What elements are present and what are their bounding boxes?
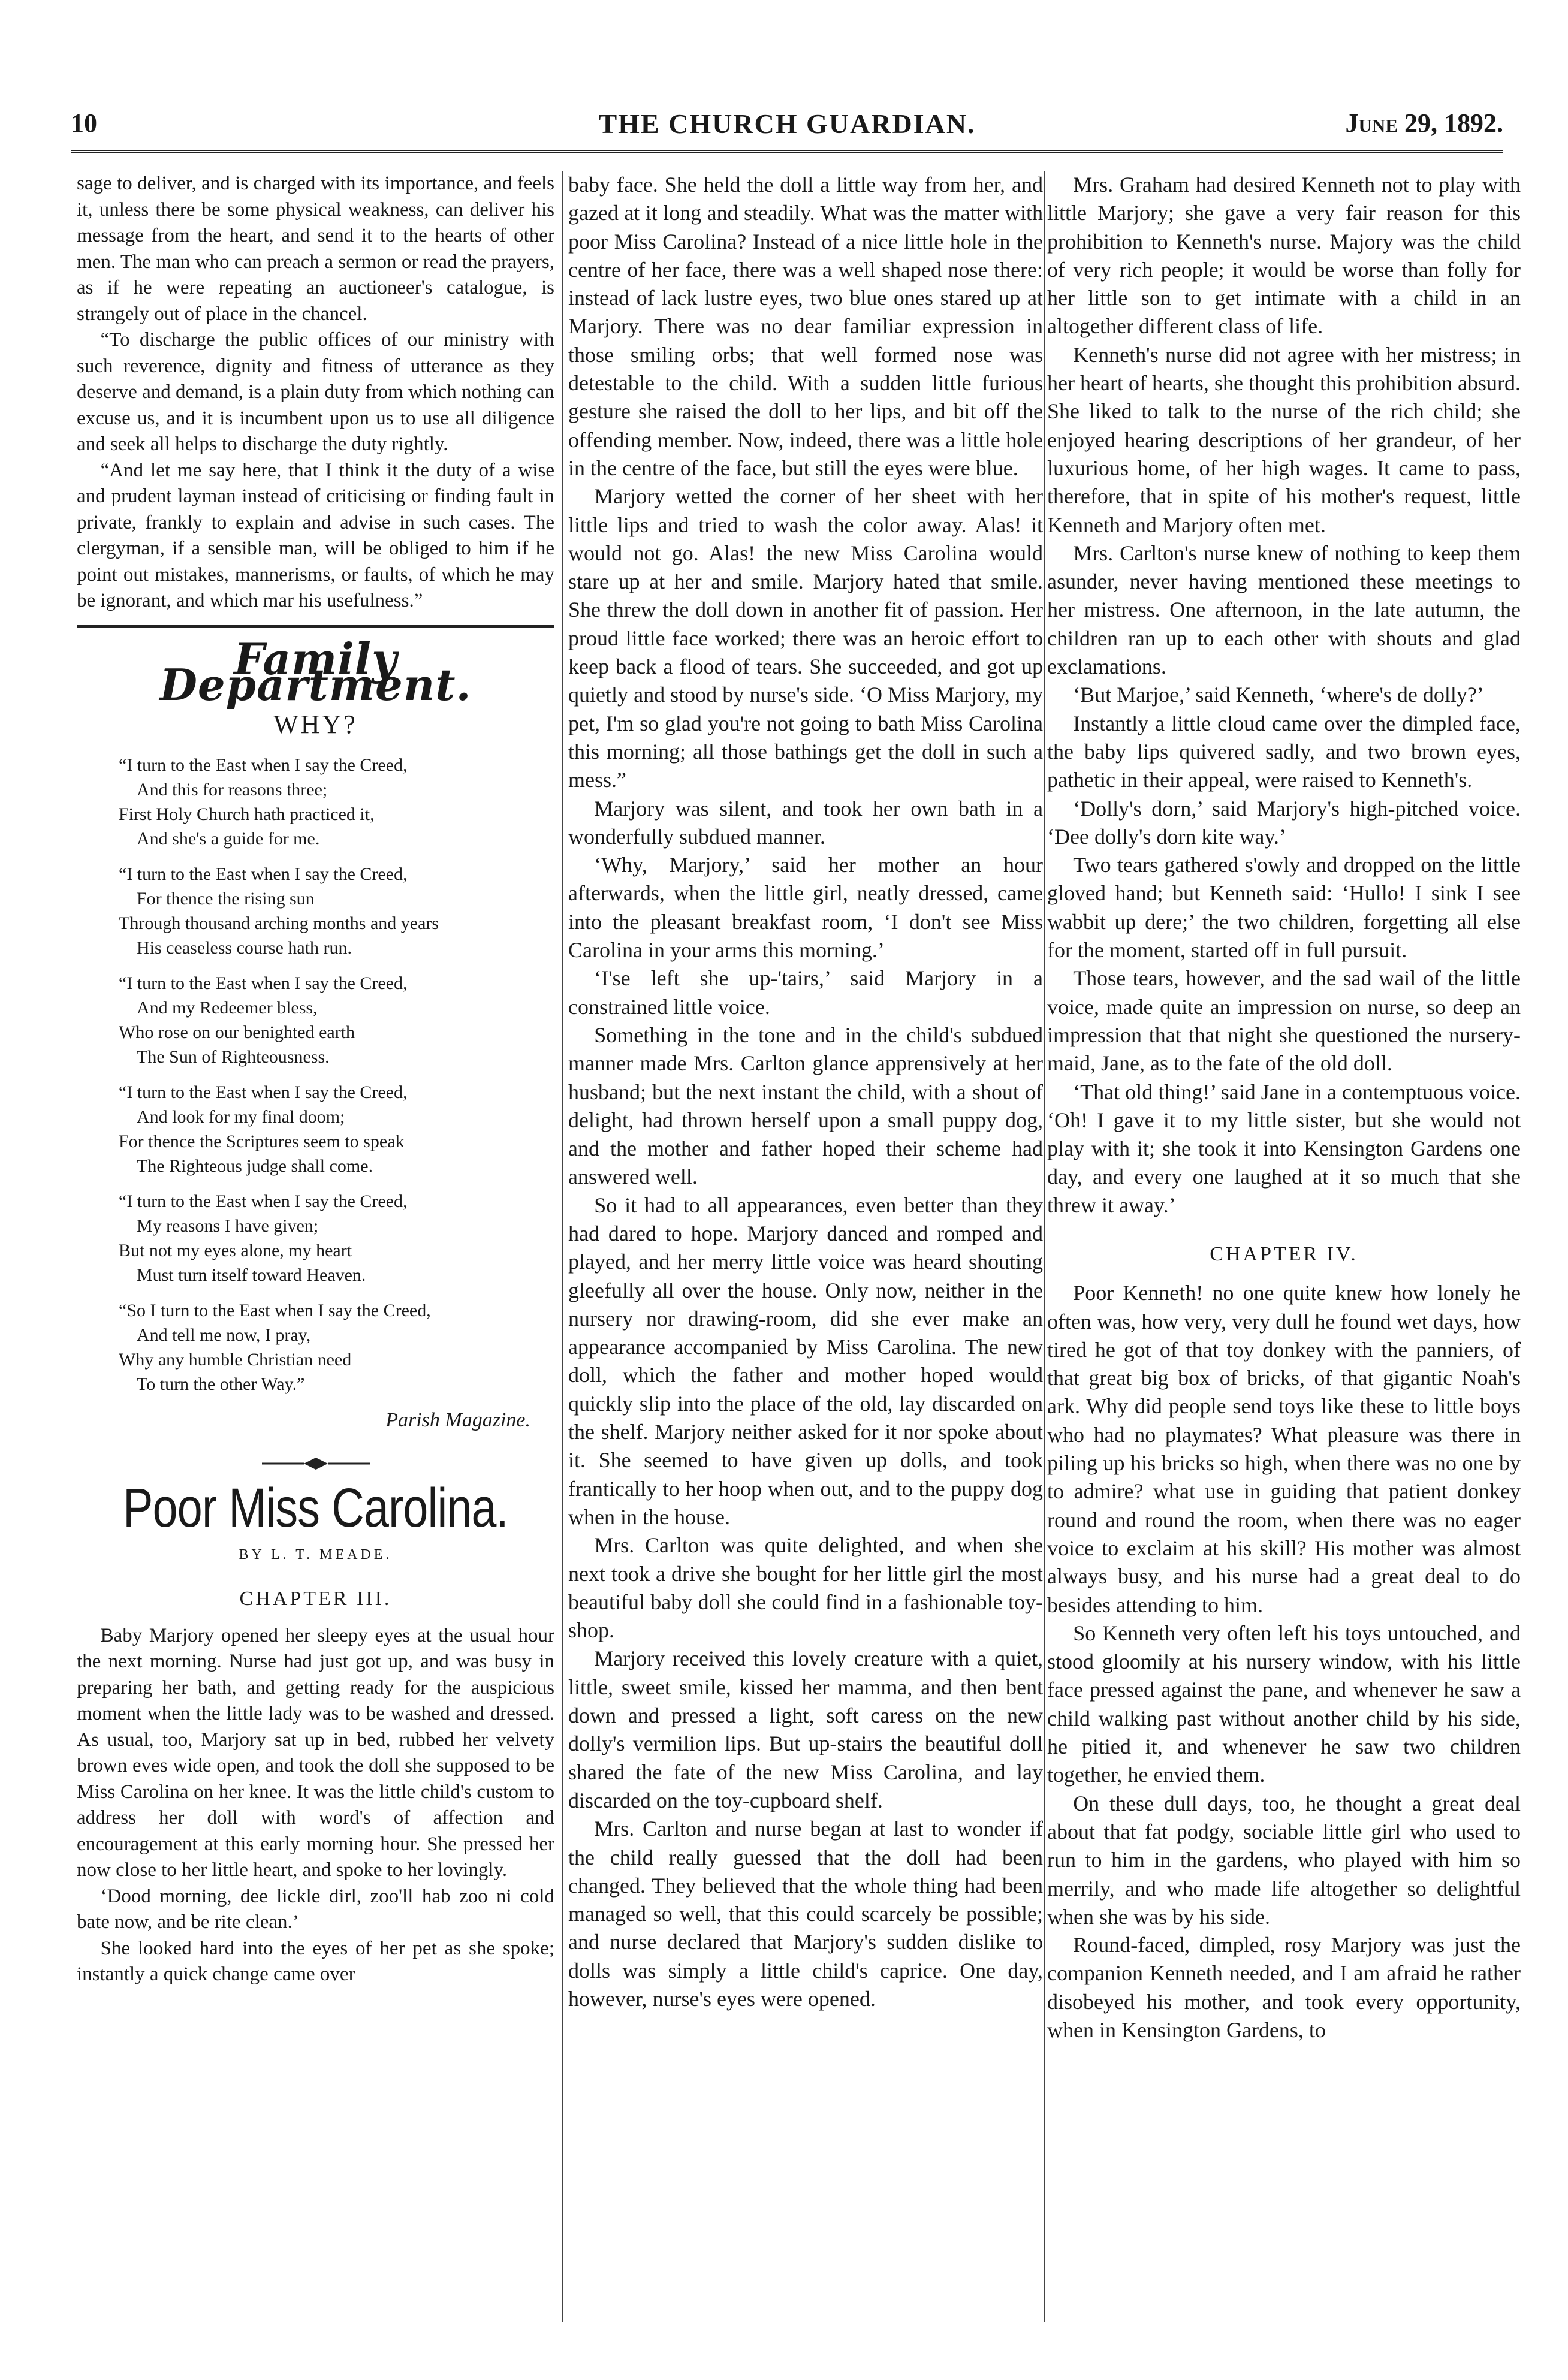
story-paragraph: Something in the tone and in the child's subdued manner made Mrs. Carlton glance apprensively at her husband; but the next instant the child, with a shout of delight, had thrown herself upon a small puppy dog, and the mother and father hoped their scheme had answered well. xyxy=(568,1022,1043,1189)
story-paragraph: ‘Dood morning, dee lickle dirl, zoo'll hab zoo ni cold bate now, and be rite clean.’ xyxy=(77,1885,554,1933)
story-paragraph: Marjory wetted the corner of her sheet with her little lips and tried to wash the color away. Alas! it would not go. Alas! the new Miss Carolina would stare up at her and smile. Marjory hated that smile. She threw the doll down in another fit of passion. Her proud little face worked; there was an heroic effort to keep back a flood of tears. She succeeded, and got up quietly and stood by nurse's side. ‘O Miss Marjory, my pet, I'm so glad you're not going to bath Miss Carolina this morning; all those bathings get the doll in such a mess.” xyxy=(568,484,1043,792)
poem-line: Through thousand arching months and years xyxy=(119,913,439,933)
article-paragraph: “And let me say here, that I think it the duty of a wise and prudent layman instead of criticising or finding fault in private, frankly to explain and advise in such cases. The clergyman, if a sensible man, will be obliged to him if he point out mistakes, mannerisms, or faults, of which he may be ignorant, and which mar his usefulness.” xyxy=(77,459,554,611)
story-paragraph: Kenneth's nurse did not agree with her mistress; in her heart of hearts, she thought this prohibition absurd. She liked to talk to the nurse of the rich child; she enjoyed hearing descriptions of her grandeur, of her luxurious home, of her high wages. It came to pass, therefore, that in spite of his mother's request, little Kenneth and Marjory often met. xyxy=(1047,342,1521,537)
poem-line: “I turn to the East when I say the Creed, xyxy=(119,1082,408,1102)
poem-line: “So I turn to the East when I say the Creed, xyxy=(119,1301,431,1320)
poem-line: My reasons I have given; xyxy=(137,1216,319,1236)
story-paragraph: ‘That old thing!’ said Jane in a contemptuous voice. ‘Oh! I gave it to my little sister, but she would not play with it; she took it into Kensington Gardens one day, and every one laughed at it so much that she threw it away.’ xyxy=(1047,1079,1521,1217)
story-paragraph: Mrs. Graham had desired Kenneth not to play with little Marjory; she gave a very fair reason for this prohibition to Kenneth's nurse. Majory was the child of very rich people; it would be worse than folly for her little son to get intimate with a child in an altogether different class of life. xyxy=(1047,173,1521,339)
story-paragraph: Marjory received this lovely creature with a quiet, little, sweet smile, kissed her mamma, and then bent down and pressed a light, soft caress on the new dolly's vermilion lips. But up-stairs the beautiful doll shared the fate of the new Miss Carolina, and lay discarded on the toy-cupboard shelf. xyxy=(568,1646,1043,1812)
story-paragraph: Two tears gathered s'owly and dropped on the little gloved hand; but Kenneth said: ‘Hullo! I sink I see wabbit up dere;’ the two children, forgetting all else for the moment, started off in full pursuit. xyxy=(1047,853,1521,963)
poem-title: WHY? xyxy=(273,709,358,739)
story-paragraph: Instantly a little cloud came over the dimpled face, the baby lips quivered sadly, and two brown eyes, pathetic in their appeal, were raised to Kenneth's. xyxy=(1047,711,1521,792)
poem-line: “I turn to the East when I say the Creed, xyxy=(119,1191,408,1211)
story-paragraph: ‘But Marjoe,’ said Kenneth, ‘where's de dolly?’ xyxy=(1073,683,1484,707)
poem-line: But not my eyes alone, my heart xyxy=(119,1241,352,1260)
story-paragraph: So Kenneth very often left his toys untouched, and stood gloomily at his nursery window, with his little face pressed against the pane, and whenever he saw a child walking past without another child by his side, he pitied it, and whenever he saw two children together, he envied them. xyxy=(1047,1621,1521,1787)
story-paragraph: Mrs. Carlton was quite delighted, and when she next took a drive she bought for her little girl the most beautiful baby doll she could find in a fashionable toy-shop. xyxy=(568,1533,1043,1643)
poem-line: And look for my final doom; xyxy=(137,1107,345,1127)
article-paragraph: sage to deliver, and is charged with its importance, and feels it, unless there be some physical weakness, can deliver his message from the heart, and send it to the hearts of other men. The man who can preach a sermon or read the prayers, as if he were repeating an auctioneer's catalogue, is strangely out of place in the chancel. xyxy=(77,173,554,325)
story-paragraph: Poor Kenneth! no one quite knew how lonely he often was, how very, very dull he found wet days, how tired he got of that toy donkey with the panniers, of that great big box of bricks, of that gigantic Noah's ark. Why did people send toys like these to little boys who had no playmates? What pleasure was there in piling up his bricks so high, when there was no one by to admire? what use in guiding that patient donkey round and round the room, when there was no eager voice to exclaim at his skill? His mother was almost always busy, and his nurse had a great deal to do besides attending to him. xyxy=(1047,1281,1521,1617)
story-paragraph: ‘I'se left she up-'tairs,’ said Marjory in a constrained little voice. xyxy=(568,966,1043,1019)
story-paragraph: She looked hard into the eyes of her pet as she spoke; instantly a quick change came over xyxy=(77,1937,554,1985)
masthead-title: THE CHURCH GUARDIAN. xyxy=(598,108,976,139)
story-paragraph: Mrs. Carlton and nurse began at last to wonder if the child really guessed that the doll had been changed. They believed that the whole thing had been managed so well, that this could scarcely be possible; and nurse declared that Marjory's sudden dislike to dolls was simply a little child's caprice. One day, however, nurse's eyes were opened. xyxy=(568,1817,1043,2011)
poem-stanza xyxy=(77,1189,554,1287)
poem-line: “I turn to the East when I say the Creed, xyxy=(119,864,408,884)
story-paragraph: baby face. She held the doll a little way from her, and gazed at it long and steadily. What was the matter with poor Miss Carolina? Instead of a nice little hole in the centre of her face, there was a well shaped nose there: instead of lack lustre eyes, two blue ones stared up at Marjory. There was no dear familiar expression in those smiling orbs; that well formed nose was detestable to the child. With a sudden little furious gesture she raised the doll to her lips, and bit off the offending member. Now, indeed, there was a little hole in the centre of the face, but still the eyes were blue. xyxy=(568,173,1043,480)
story-paragraph: On these dull days, too, he thought a great deal about that fat podgy, sociable little girl who used to run to him in the gardens, who played with him so merrily, and who made life altogether so delightful when she was by his side. xyxy=(1047,1791,1521,1929)
story-byline: BY L. T. MEADE. xyxy=(239,1546,393,1562)
poem-line: “I turn to the East when I say the Creed, xyxy=(119,755,408,775)
poem-line: “I turn to the East when I say the Creed, xyxy=(119,973,408,993)
story-paragraph: Round-faced, dimpled, rosy Marjory was just the companion Kenneth needed, and I am afraid he rather disobeyed his mother, and took every opportunity, when in Kensington Gardens, to xyxy=(1047,1933,1521,2042)
poem-line: Must turn itself toward Heaven. xyxy=(137,1265,366,1285)
department-heading: Family Department. xyxy=(159,633,472,710)
poem-line: Who rose on our benighted earth xyxy=(119,1022,355,1042)
poem-line: First Holy Church hath practiced it, xyxy=(119,804,375,824)
poem-line: His ceaseless course hath run. xyxy=(137,938,352,958)
story-paragraph: Marjory was silent, and took her own bath in a wonderfully subdued manner. xyxy=(568,796,1043,849)
story-paragraph: ‘Why, Marjory,’ said her mother an hour afterwards, when the little girl, neatly dressed, came into the pleasant breakfast room, ‘I don't see Miss Carolina in your arms this morning.’ xyxy=(568,853,1043,963)
poem-line: To turn the other Way.” xyxy=(137,1374,305,1394)
poem-line: And she's a guide for me. xyxy=(137,829,320,849)
poem-line: And my Redeemer bless, xyxy=(137,998,318,1018)
poem-stanza xyxy=(77,1298,554,1396)
ornament-divider xyxy=(77,1452,554,1478)
poem-line: The Sun of Righteousness. xyxy=(137,1047,330,1067)
column-3 xyxy=(1047,171,1521,2044)
article-paragraph: “To discharge the public offices of our ministry with such reverence, dignity and fitness of utterance as they deserve and demand, is a plain duty from which nothing can excuse us, and it is incumbent upon us to use all diligence and seek all helps to discharge the duty rightly. xyxy=(77,329,554,455)
poem-line: The Righteous judge shall come. xyxy=(137,1156,373,1176)
story-title: Poor Miss Carolina. xyxy=(123,1477,508,1539)
column-divider xyxy=(562,171,563,2322)
column-1 xyxy=(77,171,554,1988)
issue-date: June 29, 1892. xyxy=(1345,108,1503,138)
poem-stanza xyxy=(77,1080,554,1178)
page-header xyxy=(71,108,1503,150)
column-divider xyxy=(1044,171,1045,2322)
poem-stanza xyxy=(77,753,554,851)
story-paragraph: ‘Dolly's dorn,’ said Marjory's high-pitched voice. ‘Dee dolly's dorn kite way.’ xyxy=(1047,796,1521,849)
page-number: 10 xyxy=(71,108,97,138)
poem-line: Why any humble Christian need xyxy=(119,1350,352,1370)
story-paragraph: Those tears, however, and the sad wail of the little voice, made quite an impression on nurse, so deep an impression that that night she questioned the nursery-maid, Jane, as to the fate of the old doll. xyxy=(1047,966,1521,1076)
poem-line: And this for reasons three; xyxy=(137,780,328,800)
story-paragraph: So it had to all appearances, even better than they had dared to hope. Marjory danced and romped and played, and her merry little voice was heard shouting gleefully all over the house. Only now, neither in the nursery nor drawing-room, did she ever make an appearance accompanied by Miss Carolina. The new doll, which the father and mother hoped would quickly slip into the place of the old, lay discarded on the shelf. Marjory neither asked for it nor spoke about it. She seemed to have given up dolls, and took frantically to her hoop when out, and to the puppy dog when in the house. xyxy=(568,1193,1043,1529)
poem-line: For thence the rising sun xyxy=(137,889,315,909)
story-paragraph: Mrs. Carlton's nurse knew of nothing to keep them asunder, never having mentioned these meetings to her mistress. One afternoon, in the late autumn, the children ran up to each other with shouts and glad exclamations. xyxy=(1047,541,1521,679)
poem-line: And tell me now, I pray, xyxy=(137,1325,311,1345)
column-2 xyxy=(568,171,1043,2013)
section-rule xyxy=(77,625,554,628)
poem-stanza xyxy=(77,862,554,960)
poem-attribution: Parish Magazine. xyxy=(385,1409,530,1431)
chapter-heading: CHAPTER IV. xyxy=(1210,1242,1358,1265)
chapter-heading: CHAPTER III. xyxy=(239,1588,392,1610)
ornament-icon xyxy=(256,1456,376,1471)
story-paragraph: Baby Marjory opened her sleepy eyes at the usual hour the next morning. Nurse had just got up, and was busy in preparing her bath, and getting ready for the auspicious moment when the little lady was to be washed and dressed. As usual, too, Marjory sat up in bed, rubbed her velvety brown eves wide open, and took the doll she supposed to be Miss Carolina on her knee. It was the little child's custom to address her doll with word's of affection and encouragement at this early morning hour. She pressed her now close to her little heart, and spoke to her lovingly. xyxy=(77,1624,554,1881)
poem-line: For thence the Scriptures seem to speak xyxy=(119,1132,405,1151)
poem-stanza xyxy=(77,971,554,1069)
header-rule xyxy=(71,150,1503,155)
